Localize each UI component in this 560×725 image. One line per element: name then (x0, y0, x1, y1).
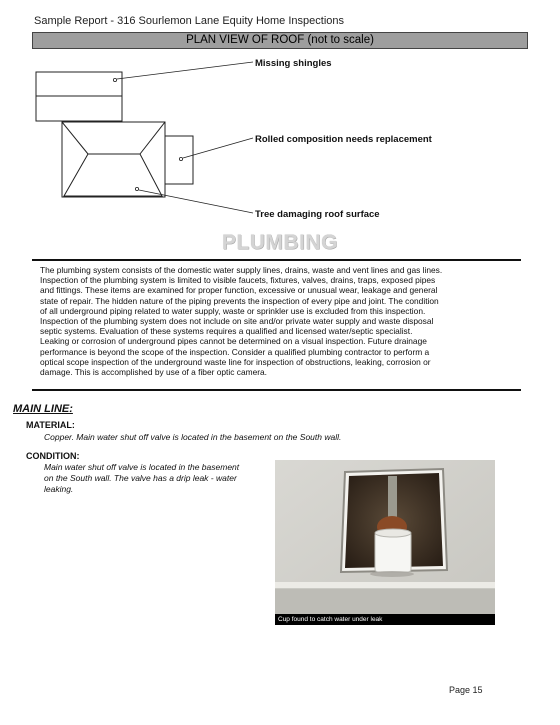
valve-leak-photo (275, 460, 495, 625)
material-label: MATERIAL: (26, 420, 75, 430)
plumbing-line: septic systems. Evaluation of these systems requires a qualified and licensed water/septic specialist. (40, 326, 413, 337)
rolled-roof-section (165, 136, 193, 184)
callout-tree-damaging: Tree damaging roof surface (255, 209, 380, 220)
plumbing-line: optical scope inspection of the underground waste line for inspection of obstructions, leaking, corrosion or (40, 356, 431, 367)
plumbing-line: of all underground piping related to water supply, waste or sprinkler use is excluded from this inspection. (40, 305, 426, 316)
photo-caption: Cup found to catch water under leak (275, 614, 495, 625)
plumbing-line: state of repair. The hidden nature of the piping prevents the inspection of every pipe and joint. The condition (40, 295, 439, 306)
catch-cup (375, 532, 411, 572)
top-divider (32, 259, 521, 261)
condition-label: CONDITION: (26, 451, 80, 461)
cup-shadow (370, 571, 414, 577)
photo-illustration (275, 460, 495, 625)
baseboard (275, 582, 495, 589)
main-hip-roof (62, 122, 165, 197)
plumbing-description (40, 265, 520, 377)
callout-missing-shingles: Missing shingles (255, 58, 332, 69)
tree-damage-leader (139, 190, 253, 213)
plumbing-line: The plumbing system consists of the domestic water supply lines, drains, waste and vent lines and gas lines. (40, 265, 443, 275)
condition-text (44, 462, 276, 495)
main-line-heading: MAIN LINE: (13, 403, 73, 415)
plumbing-line: damage. This is accomplished by use of a fiber optic camera. (40, 367, 268, 378)
condition-line: leaking. (44, 484, 74, 494)
material-text: Copper. Main water shut off valve is located in the basement on the South wall. (44, 432, 342, 442)
callout-rolled-composition: Rolled composition needs replacement (255, 134, 432, 145)
condition-line: Main water shut off valve is located in the basement (44, 462, 240, 472)
condition-line: on the South wall. The valve has a drip leak - water (44, 473, 237, 483)
plumbing-line: Inspection of the plumbing system is limited to visible faucets, fixtures, valves, drains, traps, exposed pipes (40, 275, 436, 286)
plumbing-line: Leaking or corrosion of underground pipes cannot be determined on a visual inspection. Future drainage (40, 336, 427, 347)
roof-plan-banner: PLAN VIEW OF ROOF (not to scale) (32, 32, 528, 49)
cup-rim (375, 529, 411, 537)
plumbing-line: performance is beyond the scope of the inspection. Consider a qualified plumbing contractor to perform a (40, 346, 430, 357)
bottom-divider (32, 389, 521, 391)
report-header: Sample Report - 316 Sourlemon Lane Equity Home Inspections (34, 15, 345, 27)
missing-shingles-leader (117, 62, 253, 79)
plumbing-line: and fittings. These items are examined for proper function, excessive or unusual wear, leakage and general (40, 285, 438, 296)
page-number: Page 15 (449, 685, 483, 695)
plumbing-section-title: PLUMBING (222, 231, 338, 254)
plumbing-line: Inspection of the plumbing system does not include on site and/or private water supply and waste disposal (40, 316, 434, 327)
